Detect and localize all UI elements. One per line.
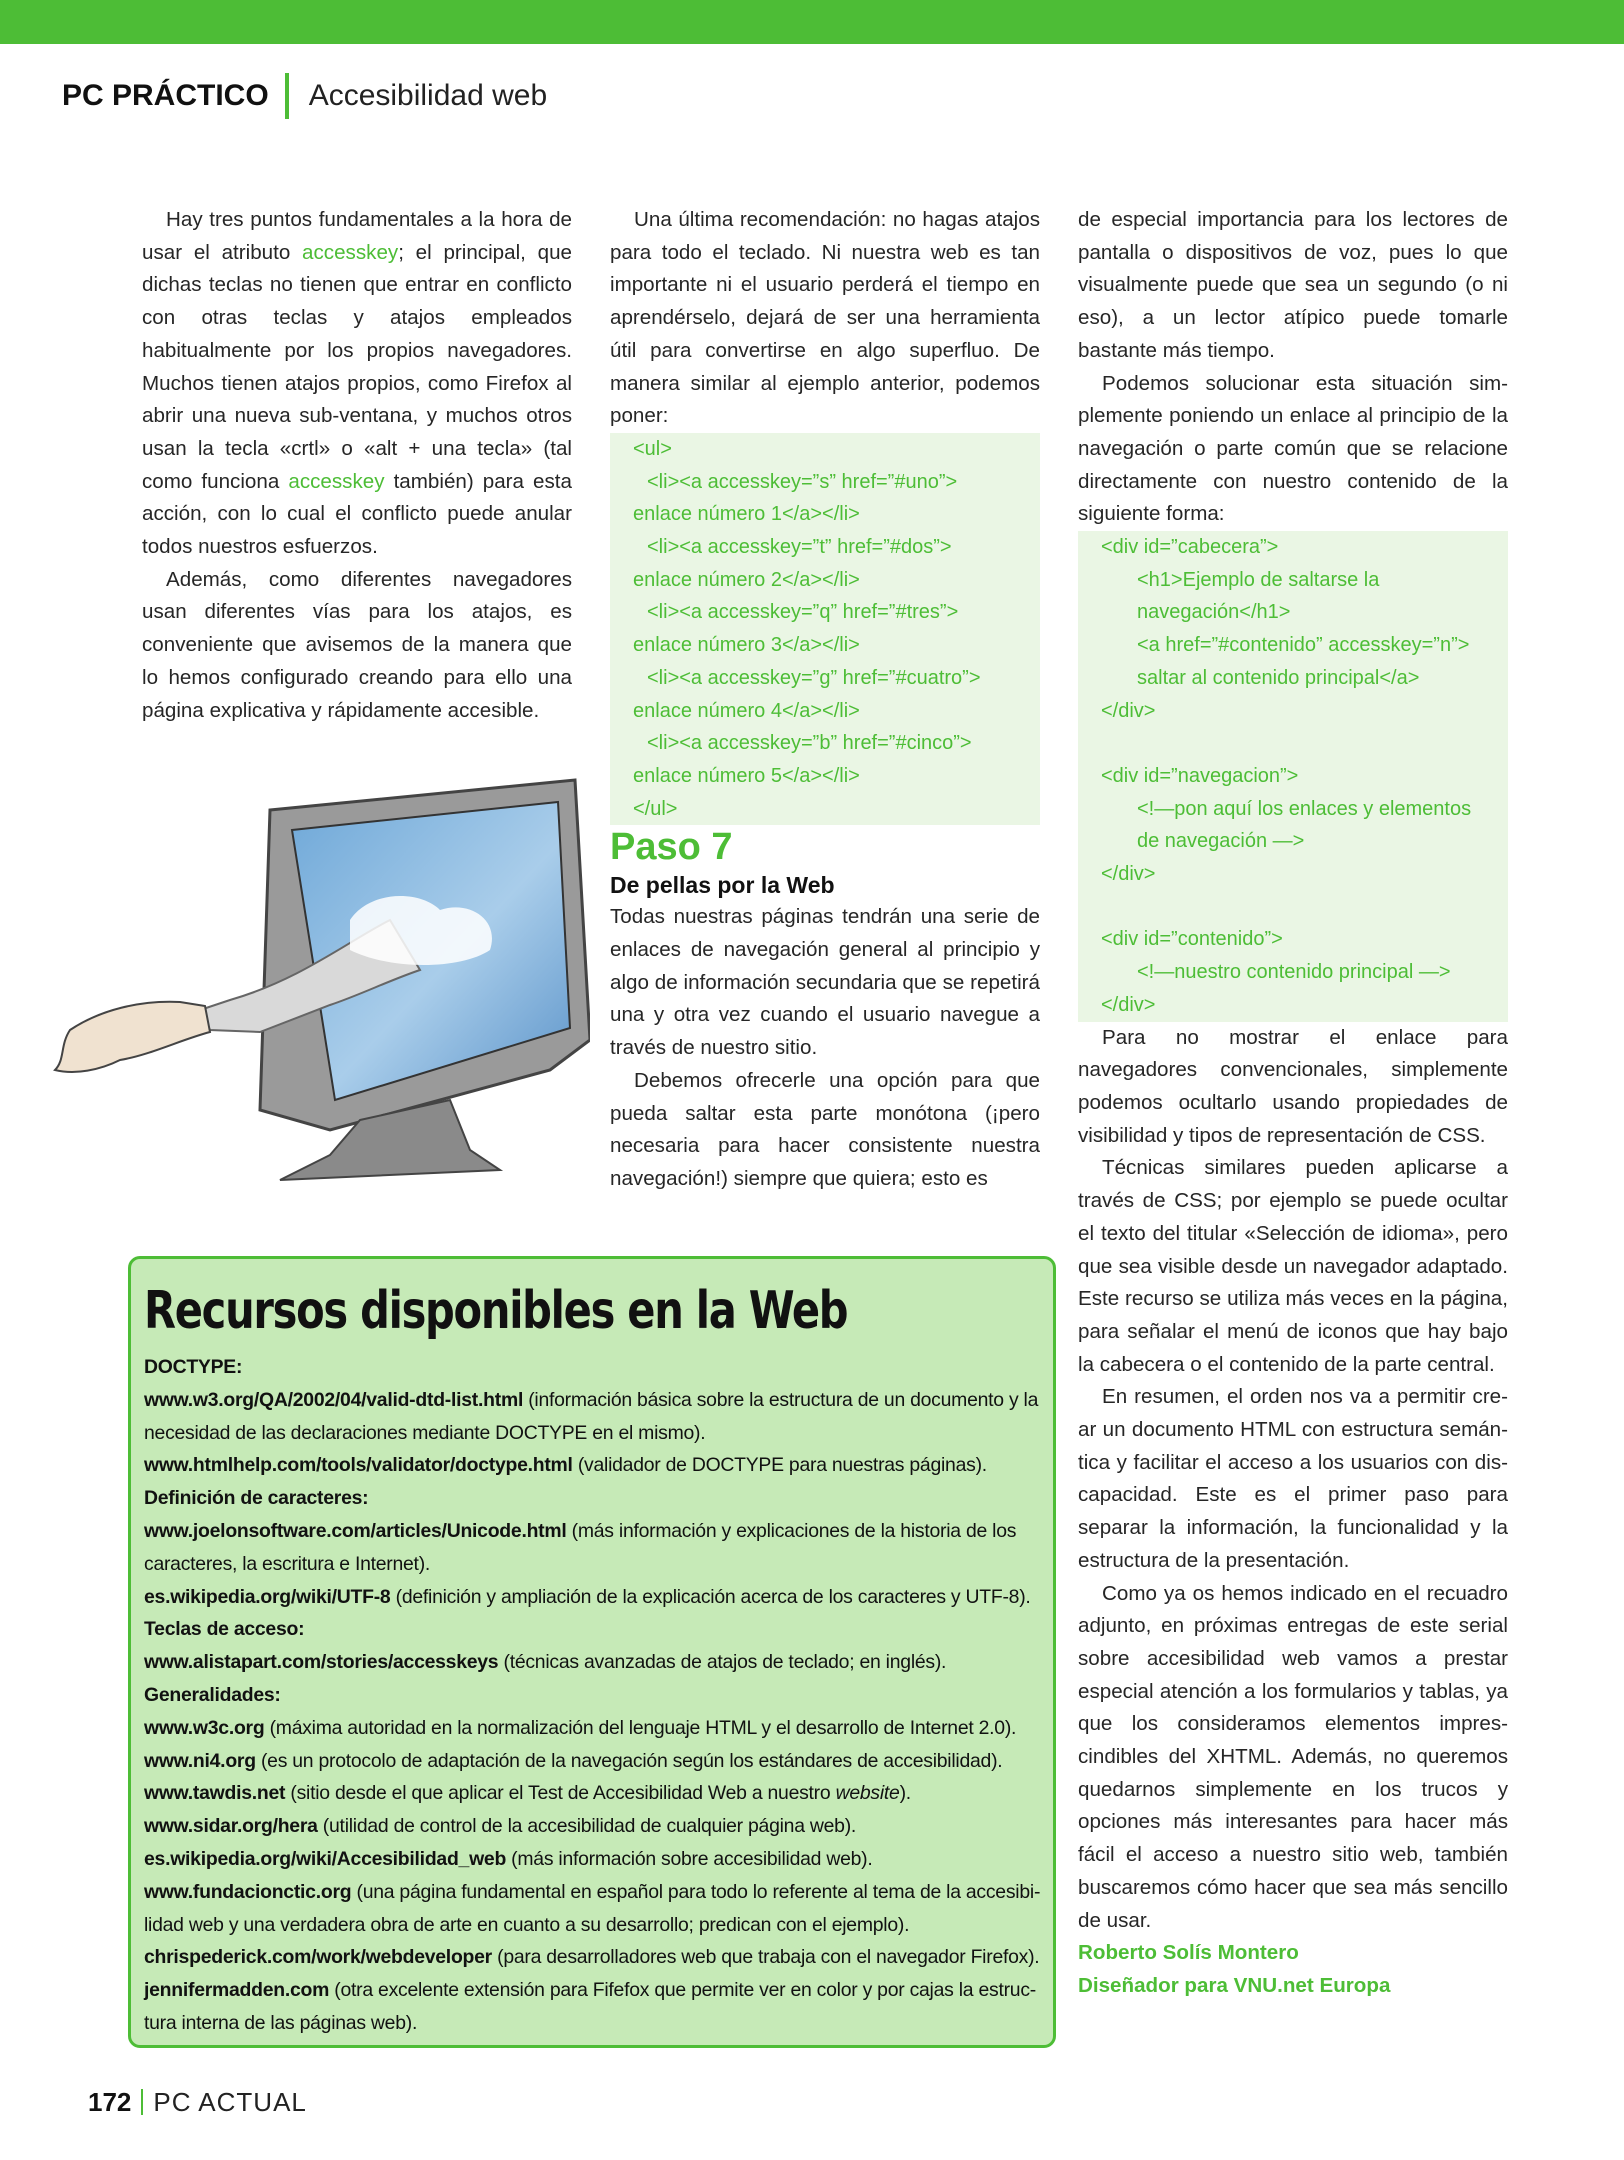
resource-desc: (otra excelente extensión para Fifefox que permite ver en color y por cajas la estructura interna de las páginas web). [144,1979,1037,2034]
category-charset: Definición de caracteres: [144,1487,369,1510]
resource-link[interactable]: www.fundacionctic.org [144,1880,352,1903]
resource-link[interactable]: www.tawdis.net [144,1782,286,1805]
text: ; el principal, que dichas teclas no tienen que entrar en conflicto con otras teclas y atajos empleados habitualmente por los propios navegadores. Muchos tienen atajos propios, como Firefox al abrir una nueva sub-ventana, y muchos otros usan la tecla «crtl» o «alt + una tecla» (tal como funciona [142,240,572,493]
resource-item [144,1843,1041,1876]
hand-icon [55,1002,210,1072]
resource-link[interactable]: www.htmlhelp.com/tools/validator/doctype.html [144,1454,573,1477]
column-1 [142,204,572,727]
col3-paragraph-3: Para no mostrar el enlace para navegadores convencionales, simplemente podemos ocultarlo usando propiedades de visibilidad y tipos de representación de CSS. [1078,1025,1508,1147]
code-line: enlace número 3</a></li> [633,634,860,657]
magazine-name: PC ACTUAL [153,2086,307,2117]
category-access-keys: Teclas de acceso: [144,1618,305,1641]
code-line: <div id=”contenido”> [1101,928,1283,951]
text: también) para esta acción, con lo cual el conflicto puede anular todos nuestros esfuerzos. [142,469,572,559]
resource-link[interactable]: es.wikipedia.org/wiki/UTF-8 [144,1585,391,1608]
col1-paragraph-1 [142,204,572,564]
resources-box [128,1256,1056,2048]
col3-paragraph-1: de especial importancia para los lectores de pantalla o dispositivos de voz, pues lo que visualmente puede que sea un segundo (o ni eso), a un lector atípico puede tomarle bastante más tiempo. [1078,208,1508,362]
category-doctype: DOCTYPE: [144,1356,243,1378]
category-general: Generalidades: [144,1683,281,1706]
code-line: enlace número 2</a></li> [633,568,860,591]
resource-desc: (técnicas avanzadas de atajos de teclado; en inglés). [498,1651,947,1674]
resource-desc: (es un protocolo de adaptación de la navegación según los estándares de accesibilidad). [255,1749,1003,1772]
resource-link[interactable]: chrispederick.com/work/webdeveloper [144,1946,492,1969]
resource-item [144,1777,1041,1810]
code-line: de navegación —> [1137,830,1305,853]
code-line: </div> [1101,993,1156,1016]
resource-link[interactable]: www.alistapart.com/stories/accesskeys [144,1651,499,1674]
resource-item [144,1515,1041,1581]
resource-item [144,1646,1041,1679]
page-number: 172 [88,2086,132,2117]
resource-desc: (validador de DOCTYPE para nuestras páginas). [572,1454,987,1477]
code-line: <!—pon aquí los enlaces y elementos [1137,797,1472,820]
resource-desc: (información básica sobre la estructura de un documento y la necesidad de las declaraciones mediante DOCTYPE en el mismo). [144,1388,1039,1444]
resource-item [144,1745,1041,1778]
author-role: Diseñador para VNU.net Europa [1078,1973,1391,1997]
resource-link[interactable]: www.sidar.org/hera [144,1815,318,1838]
resource-desc: (más información y explicaciones de la historia de los caracteres, la escritura e Internet). [144,1519,1017,1575]
col3-paragraph-2: Podemos solucionar esta situación simplemente poniendo un enlace al principio de la navegación o parte común que se relacione directamente con nuestro contenido de la siguiente forma: [1078,371,1508,526]
code-block-skip-nav [1078,531,1508,1022]
code-blank-line [1101,727,1500,760]
code-line: <li><a accesskey=”g” href=”#cuatro”> [647,666,981,689]
code-line: <div id=”navegacion”> [1101,764,1299,787]
hand-monitor-illustration [30,770,590,1210]
resource-desc: (más información sobre accesibilidad web). [506,1847,873,1870]
resource-item [144,1974,1041,2040]
resource-desc-emphasis: website [835,1782,900,1805]
resource-item [144,1581,1041,1614]
resource-link[interactable]: www.ni4.org [144,1749,256,1772]
col3-paragraph-4: Técnicas similares pueden aplicarse a través de CSS; por ejemplo se puede ocultar el texto del titular «Selección de idioma», pero que sea visible desde un navegador adaptado. Este recurso se utiliza más veces en la página, para señalar el menú de iconos que hay bajo la cabecera o el contenido de la parte central. [1078,1156,1508,1376]
col2-paragraph-3: Debemos ofrecerle una opción para que pueda saltar esta parte monótona (¡pero necesaria para hacer consistente nuestra navegación!) siempre que quiera; esto es [610,1068,1040,1190]
resource-link[interactable]: www.joelonsoftware.com/articles/Unicode.html [144,1519,567,1542]
resource-desc: (para desarrolladores web que trabaja con el navegador Firefox). [491,1946,1040,1969]
col2-paragraph-1: Una última recomendación: no hagas atajos para todo el teclado. Ni nuestra web es tan importante ni el usuario perderá el tiempo en aprendérselo, dejará de ser una herramienta útil para convertirse en algo superfluo. De manera similar al ejemplo anterior, podemos poner: [610,208,1040,428]
resource-link[interactable]: www.w3c.org [144,1716,265,1739]
resource-desc: (una página fundamental en español para todo lo referente al tema de la accesibilidad web y una verdadera obra de arte en cuanto a su desarrollo; predican con el ejemplo). [144,1880,1041,1936]
section-topic: Accesibilidad web [308,79,548,112]
resource-item [144,1810,1041,1843]
code-line: </ul> [633,797,678,820]
col3-paragraph-5: En resumen, el orden nos va a permitir crear un documento HTML con estructura semántica y facilitar el acceso a los usuarios con discapacidad. Este es el primer paso para separar la información, la funcionalidad y la estructura de la presentación. [1078,1385,1508,1572]
col3-paragraph-6: Como ya os hemos indicado en el recuadro adjunto, en próximas entregas de este serial sobre accesibilidad web vamos a prestar especial atención a los formularios y tablas, ya que los consideramos elementos imprescindibles del XHTML. Además, no queremos quedarnos simplemente en los trucos y opciones más interesantes para hacer más fácil el acceso a nuestro sitio web, también buscaremos cómo hacer que sea más sencillo de usar. [1078,1581,1508,1932]
author-name: Roberto Solís Montero [1078,1941,1299,1965]
footer-divider [141,2089,143,2115]
resource-item [144,1941,1041,1974]
resource-link[interactable]: es.wikipedia.org/wiki/Accesibilidad_web [144,1847,507,1870]
code-line: <li><a accesskey=”s” href=”#uno”> [647,470,958,493]
resource-item [144,1449,1041,1482]
code-line: <div id=”cabecera”> [1101,536,1279,559]
column-3 [1078,204,1508,2003]
resource-desc: (utilidad de control de la accesibilidad de cualquier página web). [317,1815,857,1838]
resource-link[interactable]: jennifermadden.com [144,1979,330,2002]
resource-desc: (máxima autoridad en la normalización del lenguaje HTML y el desarrollo de Internet 2.0). [264,1716,1017,1739]
code-line: <a href=”#contenido” accesskey=”n”> [1137,634,1470,657]
text: Hay tres puntos fundamentales a la hora de usar el atributo [142,208,572,264]
resource-item [144,1384,1041,1450]
code-line: saltar al contenido principal</a> [1137,666,1420,689]
code-line: enlace número 5</a></li> [633,764,860,787]
code-line: <li><a accesskey=”t” href=”#dos”> [647,536,952,559]
code-blank-line [1101,891,1500,924]
resources-title: Recursos disponibles en la Web [144,1281,848,1341]
keyword-accesskey: accesskey [288,469,385,493]
resource-item [144,1712,1041,1745]
code-line: <h1>Ejemplo de saltarse la [1137,568,1380,591]
code-line: <li><a accesskey=”q” href=”#tres”> [647,601,959,624]
header-divider [285,73,289,119]
page-footer [88,2084,307,2120]
code-line: <li><a accesskey=”b” href=”#cinco”> [647,732,972,755]
step-title: Paso 7 [610,826,733,869]
col1-paragraph-2: Además, como diferentes navegadores usan diferentes vías para los atajos, es conveniente que avisemos de la manera que lo hemos configurado creando para ello una página explicativa y rápidamente accesible. [142,567,572,722]
resource-desc: (definición y ampliación de la explicación acerca de los caracteres y UTF-8). [390,1585,1031,1608]
code-block-accesskeys [610,433,1040,825]
code-line: enlace número 4</a></li> [633,699,860,722]
column-2 [610,204,1040,1196]
top-accent-bar [0,0,1624,44]
section-header [62,74,547,118]
code-line: enlace número 1</a></li> [633,503,860,526]
resource-link[interactable]: www.w3.org/QA/2002/04/valid-dtd-list.html [144,1388,524,1411]
resource-item [144,1876,1041,1942]
resource-desc: ). [899,1782,911,1805]
code-line: </div> [1101,863,1156,886]
resource-desc: (sitio desde el que aplicar el Test de Accesibilidad Web a nuestro [285,1782,836,1805]
code-line: <ul> [633,437,672,460]
section-label: PC PRÁCTICO [62,79,269,112]
step-subtitle: De pellas por la Web [610,872,835,899]
col2-paragraph-2: Todas nuestras páginas tendrán una serie de enlaces de navegación general al principio y algo de información secundaria que se repetirá una y otra vez cuando el usuario navegue a través de nuestro sitio. [610,905,1040,1060]
code-line: navegación</h1> [1137,601,1291,624]
code-line: <!—nuestro contenido principal —> [1137,961,1451,984]
code-line: </div> [1101,699,1156,722]
keyword-accesskey: accesskey [302,240,399,264]
